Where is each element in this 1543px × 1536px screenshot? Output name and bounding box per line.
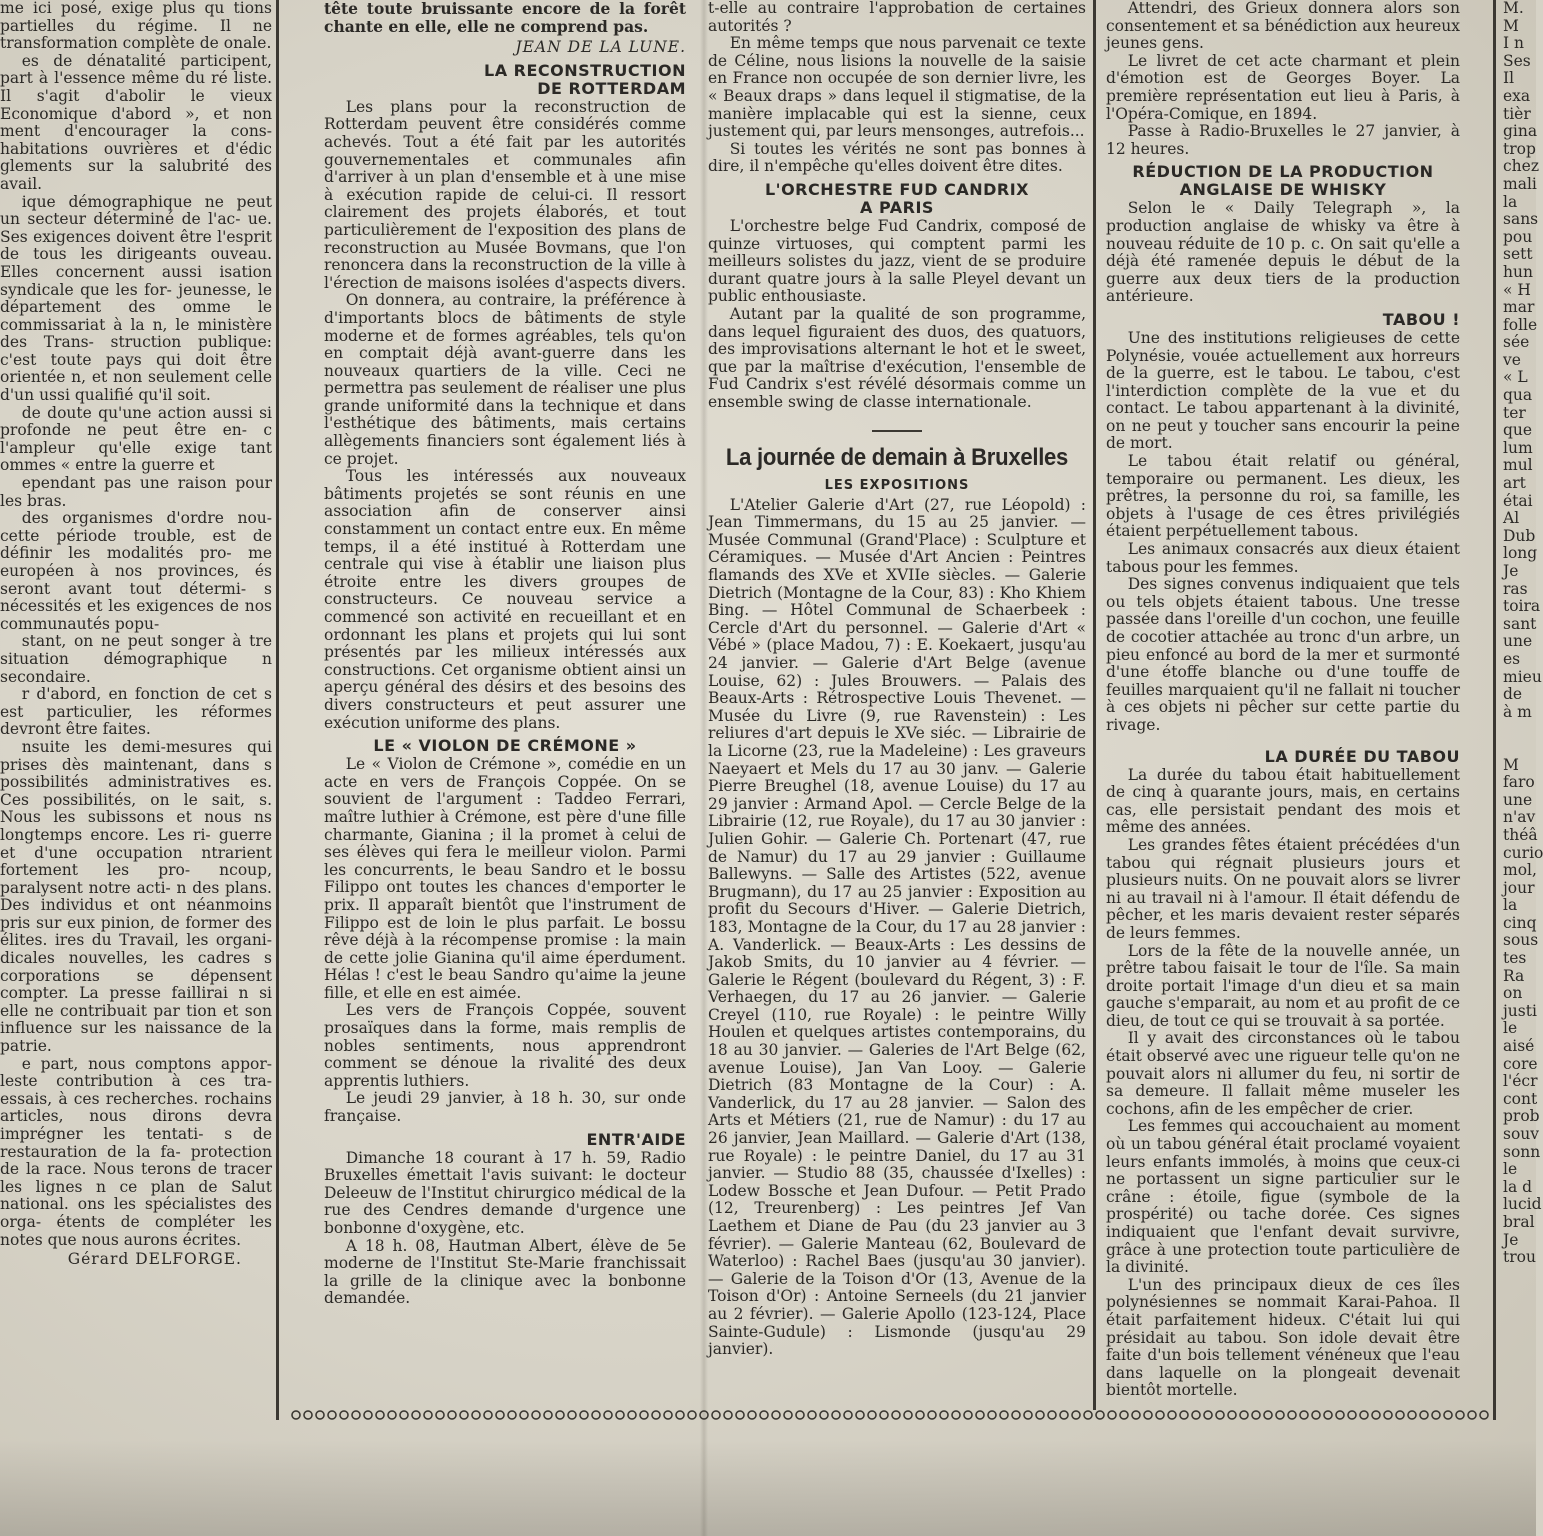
col5-fragment: tièr — [1503, 104, 1531, 123]
col5-fragment: jour — [1503, 878, 1535, 897]
col5-fragment: Ses — [1503, 51, 1531, 70]
col5-fragment: « L — [1503, 368, 1528, 387]
orchestre-title-line2: A PARIS — [860, 197, 934, 217]
col5-fragment: sée — [1503, 333, 1530, 352]
rotterdam-para: Tous les intéressés aux nouveaux bâtiments projetés se sont réunis en une association afin de conserver ainsi constamment un contact entre eux. En même temps, il a été institué à Rotterdam une centrale qui vise à établir une liaison plus étroite entre les divers groupes de constructeurs. Ce nouveau service a commencé son activité en recueillant et en ordonnant les plans et projets qui lui sont présentés par les milieux intéressés aux constructions. Cet organisme obtient ainsi un aperçu général des désirs et des besoins des divers constructeurs et peut assurer une exécution uniforme des plans. — [324, 467, 686, 732]
entraide-para: A 18 h. 08, Hautman Albert, élève de 5e moderne de l'Institut Ste-Marie franchissait la grille de la clinique avec la bonbonne demandée. — [324, 1236, 686, 1308]
col3-top-para: En même temps que nous parvenait ce texte de Céline, nous lisions la nouvelle de la saisie en France non occupée de son dernier livre, les « Beaux draps » dans lequel il stigmatise, de la manière implacable qui est la sienne, ceux justement qui, par leurs mensonges, autrefois... — [708, 34, 1086, 141]
col5-fragment: M — [1503, 755, 1519, 774]
rotterdam-para: Les plans pour la reconstruction de Rotterdam peuvent être considérés comme achevés. Tout a été fait par les autorités gouvernementales et communales afin d'arriver à un plan d'ensemble et à une mise à exécution rapide de celui-ci. Il ressort clairement des projets élaborés, et tout particulièrement de l'exposition des plans de reconstruction au Musée Bovmans, que l'on renoncera dans la reconstruction de la ville à l'érection de maisons isolées d'aspects divers. — [324, 97, 686, 292]
duree-para: Les femmes qui accouchaient au moment où un tabou général était proclamé voyaient leurs enfants immolés, à moins que ceux-ci ne portassent un signe particulier sur le crâne : étoile, figue (symbole de la prospérité) ou tache dorée. Ces signes indiquaient que l'enfant devait survivre, grâce à une protection toute particulière de la divinité. — [1106, 1117, 1460, 1277]
col5-fragment: qua — [1503, 386, 1533, 405]
column-rule — [1093, 0, 1096, 1410]
col5-fragment: ter — [1503, 403, 1526, 422]
orchestre-title-line1: L'ORCHESTRE FUD CANDRIX — [764, 179, 1029, 199]
col5-fragment: sant — [1503, 614, 1537, 633]
col5-fragment: Il — [1503, 69, 1515, 88]
rotterdam-para: On donnera, au contraire, la préférence à d'importants blocs de bâtiments de style moderne et de formes agréables, tels qu'on en comptait déjà avant-guerre dans les nouveaux quartiers de la ville. Ceci ne permettra pas seulement de réaliser une plus grande uniformité dans la technique et dans l'esthétique des bâtiments, mais certains allègements financiers sont également liés à ce projet. — [324, 291, 686, 468]
col5-fragment: la d — [1503, 1177, 1533, 1196]
col1-para: stant, on ne peut songer à tre situation démographique n secondaire. — [0, 632, 272, 686]
col4-top-para: Passe à Radio-Bruxelles le 27 janvier, à 12 heures. — [1106, 122, 1460, 158]
tabou-para: Des signes convenus indiquaient que tels ou tels objets étaient tabous. Une tresse passée dans l'oreille d'un cochon, une feuille de cocotier attachée au tronc d'un arbre, un pieu enfoncé au bord de la mer et surmonté d'une étoffe blanche ou d'une touffe de feuilles marquaient qu'il ne fallait ni toucher à ces objets ni pêcher sur cette partie du rivage. — [1106, 575, 1460, 734]
col5-fragment: lum — [1503, 438, 1533, 457]
col5-fragment: curio — [1503, 843, 1543, 862]
col5-fragment: que — [1503, 421, 1533, 440]
rotterdam-title-line1: LA RECONSTRUCTION — [484, 60, 686, 80]
duree-para: Les grandes fêtes étaient précédées d'un tabou qui régnait plusieurs jours et plusieurs nuits. On ne pouvait alors se livrer ni au travail ni à l'amour. Il était défendu de pêcher, et les maris devaient rester séparés de leurs femmes. — [1106, 835, 1460, 942]
col5-fragment: prob — [1503, 1107, 1540, 1126]
col5-fragment: l'écr — [1503, 1072, 1538, 1091]
col1-para: des organismes d'ordre nou- cette période trouble, est de définir les modalités pro- me européen à nos provinces, és seront avant tout détermi- s nécessités et les exigences de nos communautés popu- — [0, 509, 272, 633]
col1-signature: Gérard DELFORGE. — [67, 1250, 242, 1269]
page-fold — [700, 0, 708, 1536]
col5-fragment: mul — [1503, 456, 1533, 475]
col1-para: ependant pas une raison pour les bras. — [0, 474, 272, 510]
orchestre-para: Autant par la qualité de son programme, dans lequel figuraient des duos, des quatuors, des improvisations alternant le hot et le sweet, que par la maîtrise d'exécution, l'ensemble de Fud Candrix s'est révélé désormais comme un ensemble swing de classe internationale. — [708, 304, 1086, 411]
col3-top-para: t-elle au contraire l'approbation de certaines autorités ? — [708, 0, 1086, 35]
bottom-border — [290, 1409, 1490, 1421]
col5-fragment: gina — [1503, 122, 1538, 141]
duree-para: L'un des principaux dieux de ces îles polynésiennes se nommait Karai-Pahoa. Il était parfaitement hideux. C'était lui qui présidait au tabou. Son idole devait être faite d'un bois tellement vénéneux que l'eau dans laquelle on la plongeait devenait bientôt mortelle. — [1106, 1275, 1460, 1400]
column-rule — [1493, 0, 1496, 1420]
col5-fragment: art — [1503, 474, 1526, 493]
col5-fragment: M. — [1503, 0, 1524, 17]
tabou-para: Le tabou était relatif ou général, temporaire ou permanent. Les dieux, les prêtres, la personne du roi, sa famille, les objets à l'usage de ces êtres privilégiés étaient perpétuellement tabous. — [1106, 452, 1460, 541]
col5-fragment: mieu — [1503, 667, 1542, 686]
col5-fragment: pou — [1503, 227, 1533, 246]
col5-fragment: on — [1503, 984, 1523, 1003]
col5-fragment: toira — [1503, 597, 1541, 616]
col5-fragment: mali — [1503, 174, 1537, 193]
col5-fragment: souv — [1503, 1125, 1540, 1143]
col5-fragment: exa — [1503, 86, 1531, 105]
col1-para: nsuite les demi-mesures qui prises dès maintenant, dans s possibilités administratives es. Ces possibilités, on le sait, s. Nous les subissons et nous ns longtemps encore. Les ri- guerre et d'une occupation ntrarient fortement les pro- ncoup, paralysent notre acti- n des plans. Des individus et ont néanmoins pris sur eux pinion, de former des élites. ires du Travail, les organi- dicales nouvelles, les cadres s corporations se dépensent compter. La presse faillirai n si elle ne contribuait par tion et son influence sur les naissance de la patrie. — [0, 737, 272, 1056]
col5-fragments — [1503, 0, 1543, 1267]
col5-fragment: cinq — [1503, 913, 1537, 932]
violon-title: LE « VIOLON DE CRÉMONE » — [373, 736, 637, 756]
col5-fragment: mar — [1503, 298, 1535, 317]
col5-fragment: Al — [1503, 509, 1520, 528]
col5-fragment: le — [1503, 1160, 1518, 1179]
col5-fragment: core — [1503, 1054, 1538, 1073]
entraide-para: Dimanche 18 courant à 17 h. 59, Radio Bruxelles émettait l'avis suivant: le docteur Deleeuw de l'Institut chirurgico médical de la rue des Cendres demande d'urgence une bonbonne d'oxygène, etc. — [324, 1148, 686, 1237]
col5-fragment: le — [1503, 1019, 1518, 1038]
col5-fragment: justi — [1503, 1001, 1537, 1020]
col3-top-para: Si toutes les vérités ne sont pas bonnes à dire, il n'empêche qu'elles doivent être dites. — [708, 139, 1086, 176]
col1-para: me ici posé, exige plus qu tions partielles du régime. Il ne transformation complète de onale. — [0, 0, 272, 53]
col5-fragment: M — [1503, 16, 1519, 35]
whisky-para: Selon le « Daily Telegraph », la production anglaise de whisky va être à nouveau réduite de 10 p. c. On sait qu'elle a déjà été ramenée depuis le début de la guerre aux deux tiers de la production antérieure. — [1106, 199, 1460, 306]
col5-fragment: lucid — [1503, 1195, 1542, 1214]
col5-fragment: ve — [1503, 350, 1521, 369]
duree-para: Lors de la fête de la nouvelle année, un prêtre tabou faisait le tour de l'île. Sa main droite portait l'image d'un dieu et sa main gauche s'emparait, au nom et au profit de ce dieu, de tout ce qui se trouvait à sa portée. — [1106, 941, 1460, 1030]
col5-fragment: Je — [1503, 1230, 1519, 1249]
col5-fragment — [1503, 721, 1536, 739]
col5-fragment: aisé — [1503, 1037, 1535, 1056]
whisky-title-line2: ANGLAISE DE WHISKY — [1179, 180, 1387, 200]
violon-para: Le « Violon de Crémone », comédie en un acte en vers de François Coppée. On se souvient de l'argument : Taddeo Ferrari, maître luthier à Crémone, est père d'une fille charmante, Gianina ; il la promet à celui de ses élèves qui fera le meilleur violon. Parmi les concurrents, le beau Sandro et le bossu Filippo ont toutes les chances d'emporter le prix. Il apparaît bientôt que l'instrument de Filippo est de loin le plus parfait. Le bossu rêve déjà à la récompense promise : la main de cette jolie Gianina qu'il aime éperdument. Hélas ! c'est le beau Sandro qu'aime la jeune fille, et elle en est aimée. — [324, 755, 686, 1002]
col5-fragment: folle — [1503, 315, 1538, 334]
column-2 — [324, 0, 686, 1410]
col5-fragment: la — [1503, 896, 1518, 915]
col5-fragment: cont — [1503, 1089, 1538, 1108]
expositions-text: L'Atelier Galerie d'Art (27, rue Léopold) : Jean Timmermans, du 15 au 25 janvier. — Musée Communal (Grand'Place) : Sculpture et Céramiques. — Musée d'Art Ancien : Peintres flamands des XVe et XVIIe siècles. — Galerie Dietrich (Montagne de la Cour, 83) : Kho Khiem Bing. — Hôtel Communal de Schaerbeek : Cercle d'Art du personnel. — Galerie d'Art « Vébé » (place Madou, 7) : E. Koekaert, jusqu'au 24 janvier. — Galerie d'Art Belge (avenue Louise, 62) : Jules Brouwers. — Palais des Beaux-Arts : Rétrospective Louis Thevenet. — Musée du Livre (9, rue Ravenstein) : Les reliures d'art depuis le XVe siéc. — Librairie de la Licorne (23, rue la Madeleine) : Les graveurs Naeyaert et Mels du 17 au 30 janv. — Galerie Pierre Breughel (18, avenue Louise) du 17 au 29 janvier : Armand Apol. — Cercle Belge de la Librairie (12, rue Royale), du 17 au 30 janvier : Julien Gohir. — Galerie Ch. Portenart (47, rue de Namur) du 17 au 29 janvier : Guillaume Ballewyns. — Salle des Artistes (522, avenue Brugmann), du 17 au 25 janvier : Exposition au profit du Secours d'Hiver. — Galerie Dietrich, 183, Montagne de la Cour, du 17 au 28 janvier : A. Vanderlick. — Beaux-Arts : Les dessins de Jakob Smits, du 10 janvier au 4 février. — Galerie le Régent (boulevard du Régent, 3) : F. Verhaegen, du 17 au 26 janvier. — Galerie Creyel (110, rue Royale) : le peintre Willy Houlen et quelques artistes contemporains, du 18 au 30 janvier. — Galeries de l'Art Belge (62, avenue Louise), Jan Van Looy. — Galerie Dietrich (83 Montagne de la Cour) : A. Vanderlick, du 17 au 28 janvier. — Salon des Arts et Métiers (21, rue de Namur) : du 17 au 26 janvier, Jean Maillard. — Galerie d'Art (138, rue Royale) : le peintre Daniel, du 17 au 31 janvier. — Studio 88 (35, chaussée d'Ixelles) : Lodew Bossche et Jean Dufour. — Petit Prado (12, Treurenberg) : Les peintres Jef Van Laethem et Diane de Pau (du 23 janvier au 3 février). — Galerie Manteau (62, Boulevard de Waterloo) : Rachel Baes (jusqu'au 30 janvier). — Galerie de la Toison d'Or (13, Avenue de la Toison d'Or) : Antoine Serneels (du 21 janvier au 2 février). — Galerie Apollo (123-124, Place Sainte-Gudule) : Lismonde (jusqu'au 29 janvier). — [708, 495, 1086, 1359]
col5-fragment: bral — [1503, 1212, 1535, 1231]
col5-fragment: « H — [1503, 280, 1531, 299]
col5-fragment: une — [1503, 790, 1533, 809]
tabou-title: TABOU ! — [1382, 309, 1460, 329]
col5-fragment: Dub — [1503, 526, 1536, 545]
col1-para: de doute qu'une action aussi si profonde ne peut être en- c l'ampleur qu'elle exige tant ommes « entre la guerre et — [0, 403, 272, 475]
journee-title: La journée de demain à Bruxelles — [725, 444, 1069, 472]
section-divider — [708, 419, 1086, 437]
column-5 — [1503, 0, 1543, 1420]
col5-fragment: faro — [1503, 773, 1535, 792]
violon-para: Le jeudi 29 janvier, à 18 h. 30, sur onde française. — [324, 1089, 686, 1126]
entraide-title: ENTR'AIDE — [586, 1129, 686, 1149]
col5-fragment: sans — [1503, 210, 1539, 229]
col5-fragment: es — [1503, 649, 1521, 668]
column-3 — [708, 0, 1086, 1410]
col5-fragment: mol, — [1503, 861, 1537, 880]
violon-para: Les vers de François Coppée, souvent prosaïques dans la forme, mais remplis de nobles sentiments, nous apprendront comment se dénoue la rivalité des deux apprentis luthiers. — [324, 1001, 686, 1090]
col5-fragment: ras — [1503, 579, 1528, 598]
whisky-title-line1: RÉDUCTION DE LA PRODUCTION — [1132, 162, 1434, 182]
duree-title: LA DURÉE DU TABOU — [1264, 746, 1460, 766]
col5-fragment: la — [1503, 192, 1518, 211]
col1-para: ique démographique ne peut un secteur déterminé de l'ac- ue. Ses exigences doivent être l'esprit de tous les dirigeants ouveau. Elles concernent aussi isation syndicale que les for- jeunesse, le département des omme le commissariat à la n, le ministère des Trans- struction publique: c'est toute pays qui doit être orientée n, et non seulement celle d'un ussi qualifié qu'il soit. — [0, 192, 272, 405]
col5-fragment: I n — [1503, 34, 1525, 53]
duree-para: La durée du tabou était habituellement de cinq à quarante jours, mais, en certains cas, elle persistait pendant des mois et même des années. — [1106, 765, 1460, 837]
col5-fragment: théâ — [1503, 825, 1538, 844]
tabou-para: Une des institutions religieuses de cette Polynésie, vouée actuellement aux horreurs de la guerre, est le tabou. Le tabou, c'est l'interdiction complète de la vue et du contact. Le tabou appartenant à la divinité, on ne peut y toucher sans encourir la peine de mort. — [1106, 328, 1460, 453]
orchestre-para: L'orchestre belge Fud Candrix, composé de quinze virtuoses, qui comptent parmi les meilleurs solistes du jazz, vient de se produire durant quatre jours à la salle Pleyel devant un public enthousiaste. — [708, 216, 1086, 306]
tabou-para: Les animaux consacrés aux dieux étaient tabous pour les femmes. — [1106, 540, 1460, 576]
col5-fragment: trop — [1503, 139, 1536, 158]
col5-fragment: de — [1503, 685, 1523, 704]
duree-para: Il y avait des circonstances où le tabou était observé avec une rigueur telle qu'on ne pouvait alors ni allumer du feu, ni sortir de sa demeure. Il fallait même museler les cochons, afin de les empêcher de crier. — [1106, 1029, 1460, 1118]
col2-top-text: tête toute bruissante encore de la forêt chante en elle, elle ne comprend pas. — [324, 0, 686, 36]
col5-fragment: long — [1503, 544, 1538, 563]
col5-fragment: trou — [1503, 1248, 1536, 1267]
col5-fragment: hun — [1503, 262, 1533, 281]
page-shadow — [0, 1440, 1536, 1536]
column-1 — [0, 0, 272, 1420]
col1-para: r d'abord, en fonction de cet s est particulier, les réformes devront être faites. — [0, 685, 272, 739]
col5-fragment: Je — [1503, 562, 1519, 580]
col1-para: es de dénatalité participent, part à l'essence même du ré liste. Il s'agit d'abolir le vieux Economique d'abord », et non ment d'encourager la cons- habitations ouvrières et d'édic glements sur la salubrité des avail. — [0, 51, 272, 193]
col2-signature: JEAN DE LA LUNE. — [515, 38, 686, 57]
col4-top-para: Le livret de cet acte charmant et plein d'émotion est de Georges Boyer. La première représentation eut lieu à Paris, à l'Opéra-Comique, en 1894. — [1106, 51, 1460, 123]
col5-fragment: sous — [1503, 931, 1539, 950]
col5-fragment: étai — [1503, 491, 1533, 510]
column-rule — [276, 0, 279, 1420]
rotterdam-title-line2: DE ROTTERDAM — [537, 78, 686, 98]
col5-fragment: sett — [1503, 245, 1533, 264]
col5-fragment: à m — [1503, 702, 1532, 721]
col1-para: e part, nous comptons appor- leste contribution à ces tra- essais, à ces recherches. rochains articles, nous dirons devra imprégner les tentati- s de restauration de la fa- protection de la race. Nous terons de tracer les lignes n ce plan de Salut national. ons les spécialistes des orga- étents de compléter les notes que nous aurons écrites. — [0, 1054, 272, 1249]
col5-fragment: une — [1503, 632, 1533, 651]
col5-fragment: sonn — [1503, 1142, 1541, 1161]
expositions-title: LES EXPOSITIONS — [824, 478, 970, 494]
col5-fragment: tes — [1503, 949, 1527, 968]
col4-top-para: Attendri, des Grieux donnera alors son consentement et sa bénédiction aux heureux jeunes gens. — [1106, 0, 1460, 53]
column-4 — [1106, 0, 1460, 1410]
col5-fragment: chez — [1503, 157, 1540, 176]
col5-fragment — [1503, 739, 1536, 757]
col5-fragment: Ra — [1503, 966, 1525, 985]
col5-fragment: n'av — [1503, 808, 1536, 827]
